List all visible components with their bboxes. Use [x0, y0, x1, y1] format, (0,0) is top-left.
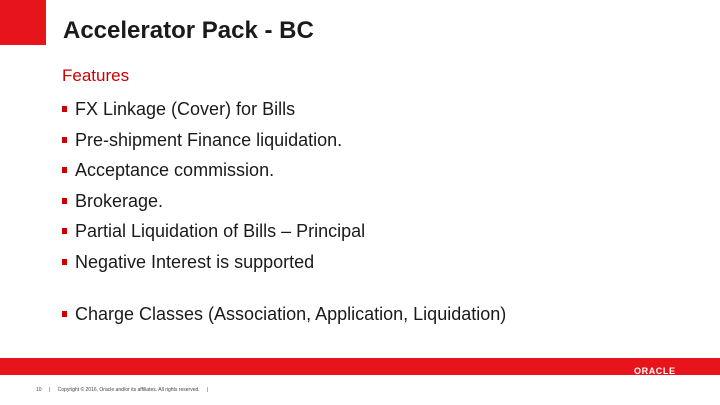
- section-heading: Features: [62, 66, 130, 85]
- list-item: [62, 302, 506, 333]
- bullet-icon: [62, 167, 67, 173]
- list-item: [62, 128, 506, 159]
- title-accent-bar: [0, 0, 46, 45]
- list-item: [62, 250, 506, 281]
- bullet-icon: [62, 137, 67, 143]
- list-item: [62, 158, 506, 189]
- bullet-text: Pre-shipment Finance liquidation.: [75, 129, 343, 150]
- bullet-text: Negative Interest is supported: [75, 251, 315, 272]
- footer-band: [0, 358, 720, 375]
- bullet-icon: [62, 106, 67, 112]
- bullet-text: Partial Liquidation of Bills – Principal: [75, 221, 366, 241]
- footer-separator: |: [207, 387, 209, 393]
- bullet-icon: [62, 311, 67, 317]
- list-item: [62, 219, 506, 250]
- page-number: 10: [36, 387, 42, 393]
- bullet-icon: [62, 228, 67, 234]
- bullet-text: Charge Classes (Association, Application, Liquidation): [75, 304, 507, 324]
- bullet-text: FX Linkage (Cover) for Bills: [75, 99, 296, 119]
- bullet-icon: [62, 259, 67, 265]
- copyright-text: Copyright © 2016, Oracle and/or its affiliates. All rights reserved.: [57, 387, 200, 393]
- footer-info: [36, 387, 214, 393]
- bullet-text: Brokerage.: [75, 190, 164, 211]
- list-item: [62, 189, 506, 220]
- oracle-logo: ORACLE: [634, 366, 676, 376]
- feature-list: [62, 97, 506, 333]
- slide-title: Accelerator Pack - BC: [63, 17, 314, 44]
- footer-separator: |: [48, 387, 51, 393]
- bullet-text: Acceptance commission.: [75, 160, 275, 180]
- list-item: [62, 97, 506, 128]
- bullet-icon: [62, 198, 67, 204]
